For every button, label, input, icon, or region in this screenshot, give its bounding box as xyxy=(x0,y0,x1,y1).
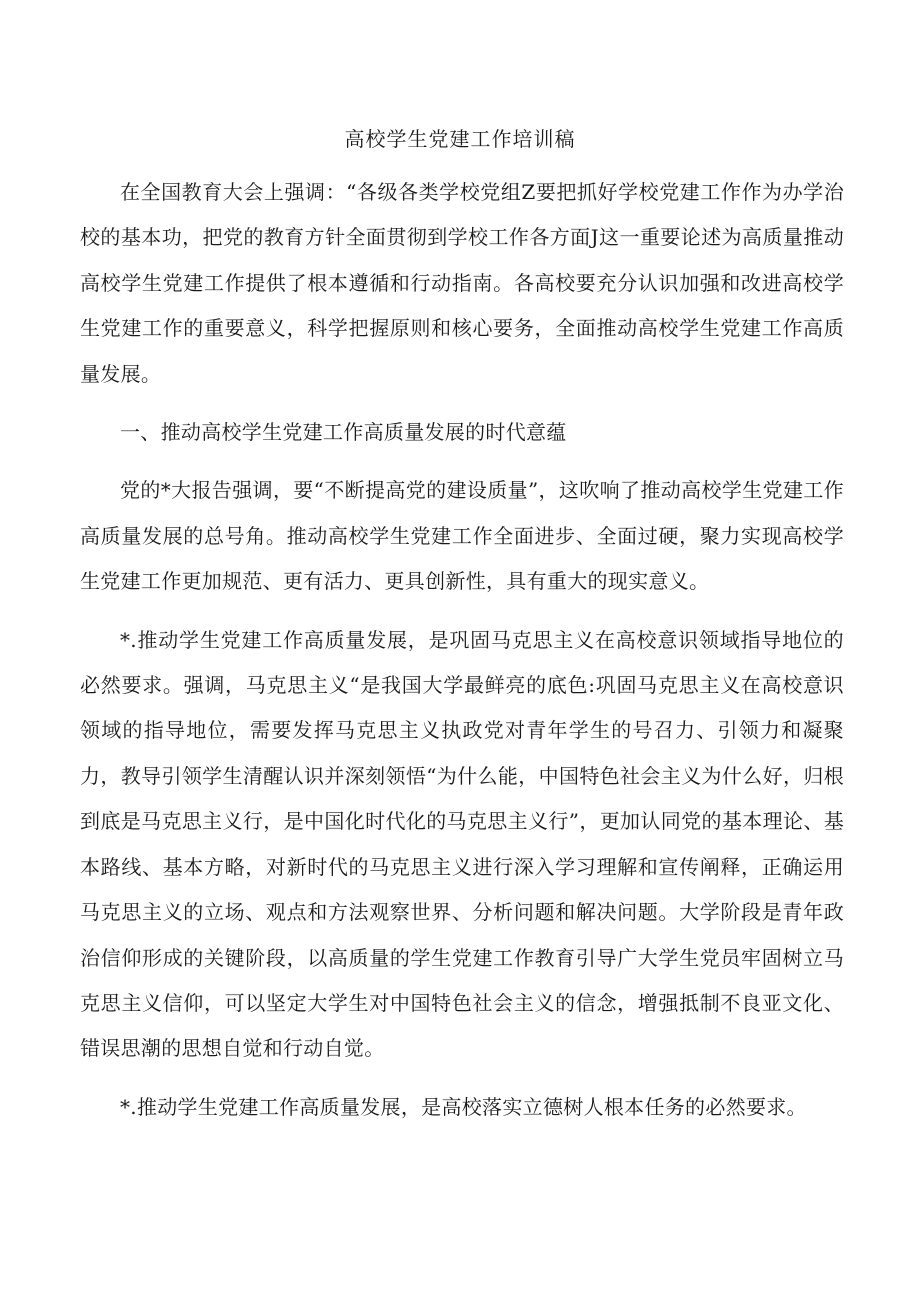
paragraph-intro: 在全国教育大会上强调：“各级各类学校党组Z要把抓好学校党建工作作为办学治校的基本功，把党的教育方针全面贯彻到学校工作各方面J这一重要论述为高质量推动高校学生党建工作提供了根本遵循和行动指南。各高校要充分认识加强和改进高校学生党建工作的重要意义，科学把握原则和核心要务，全面推动高校学生党建工作高质量发展。 xyxy=(80,180,844,386)
document-body xyxy=(80,170,844,1143)
paragraph-point-1: *.推动学生党建工作高质量发展，是巩固马克思主义在高校意识领域指导地位的必然要求。强调，马克思主义“是我国大学最鲜亮的底色:巩固马克思主义在高校意识领域的指导地位，需要发挥马克思主义执政党对青年学生的号召力、引领力和凝聚力，教导引领学生清醒认识并深刻领悟“为什么能，中国特色社会主义为什么好，归根到底是马克思主义行，是中国化时代化的马克思主义行”，更加认同党的基本理论、基本路线、基本方略，对新时代的马克思主义进行深入学习理解和宣传阐释，正确运用马克思主义的立场、观点和方法观察世界、分析问题和解决问题。大学阶段是青年政治信仰形成的关键阶段，以高质量的学生党建工作教育引导广大学生党员牢固树立马克思主义信仰，可以坚定大学生对中国特色社会主义的信念，增强抵制不良亚文化、错误思潮的思想自觉和行动自觉。 xyxy=(80,627,844,1061)
paragraph-section-1-intro: 党的*大报告强调，要“不断提高党的建设质量”，这吹响了推动高校学生党建工作高质量发展的总号角。推动高校学生党建工作全面进步、全面过硬，聚力实现高校学生党建工作更加规范、更有活力、更具创新性，具有重大的现实意义。 xyxy=(80,478,844,594)
section-heading-1: 一、推动高校学生党建工作高质量发展的时代意蕴 xyxy=(120,420,567,445)
document-title: 高校学生党建工作培训稿 xyxy=(344,127,576,151)
paragraph-point-2: *.推动学生党建工作高质量发展，是高校落实立德树人根本任务的必然要求。 xyxy=(120,1094,807,1119)
